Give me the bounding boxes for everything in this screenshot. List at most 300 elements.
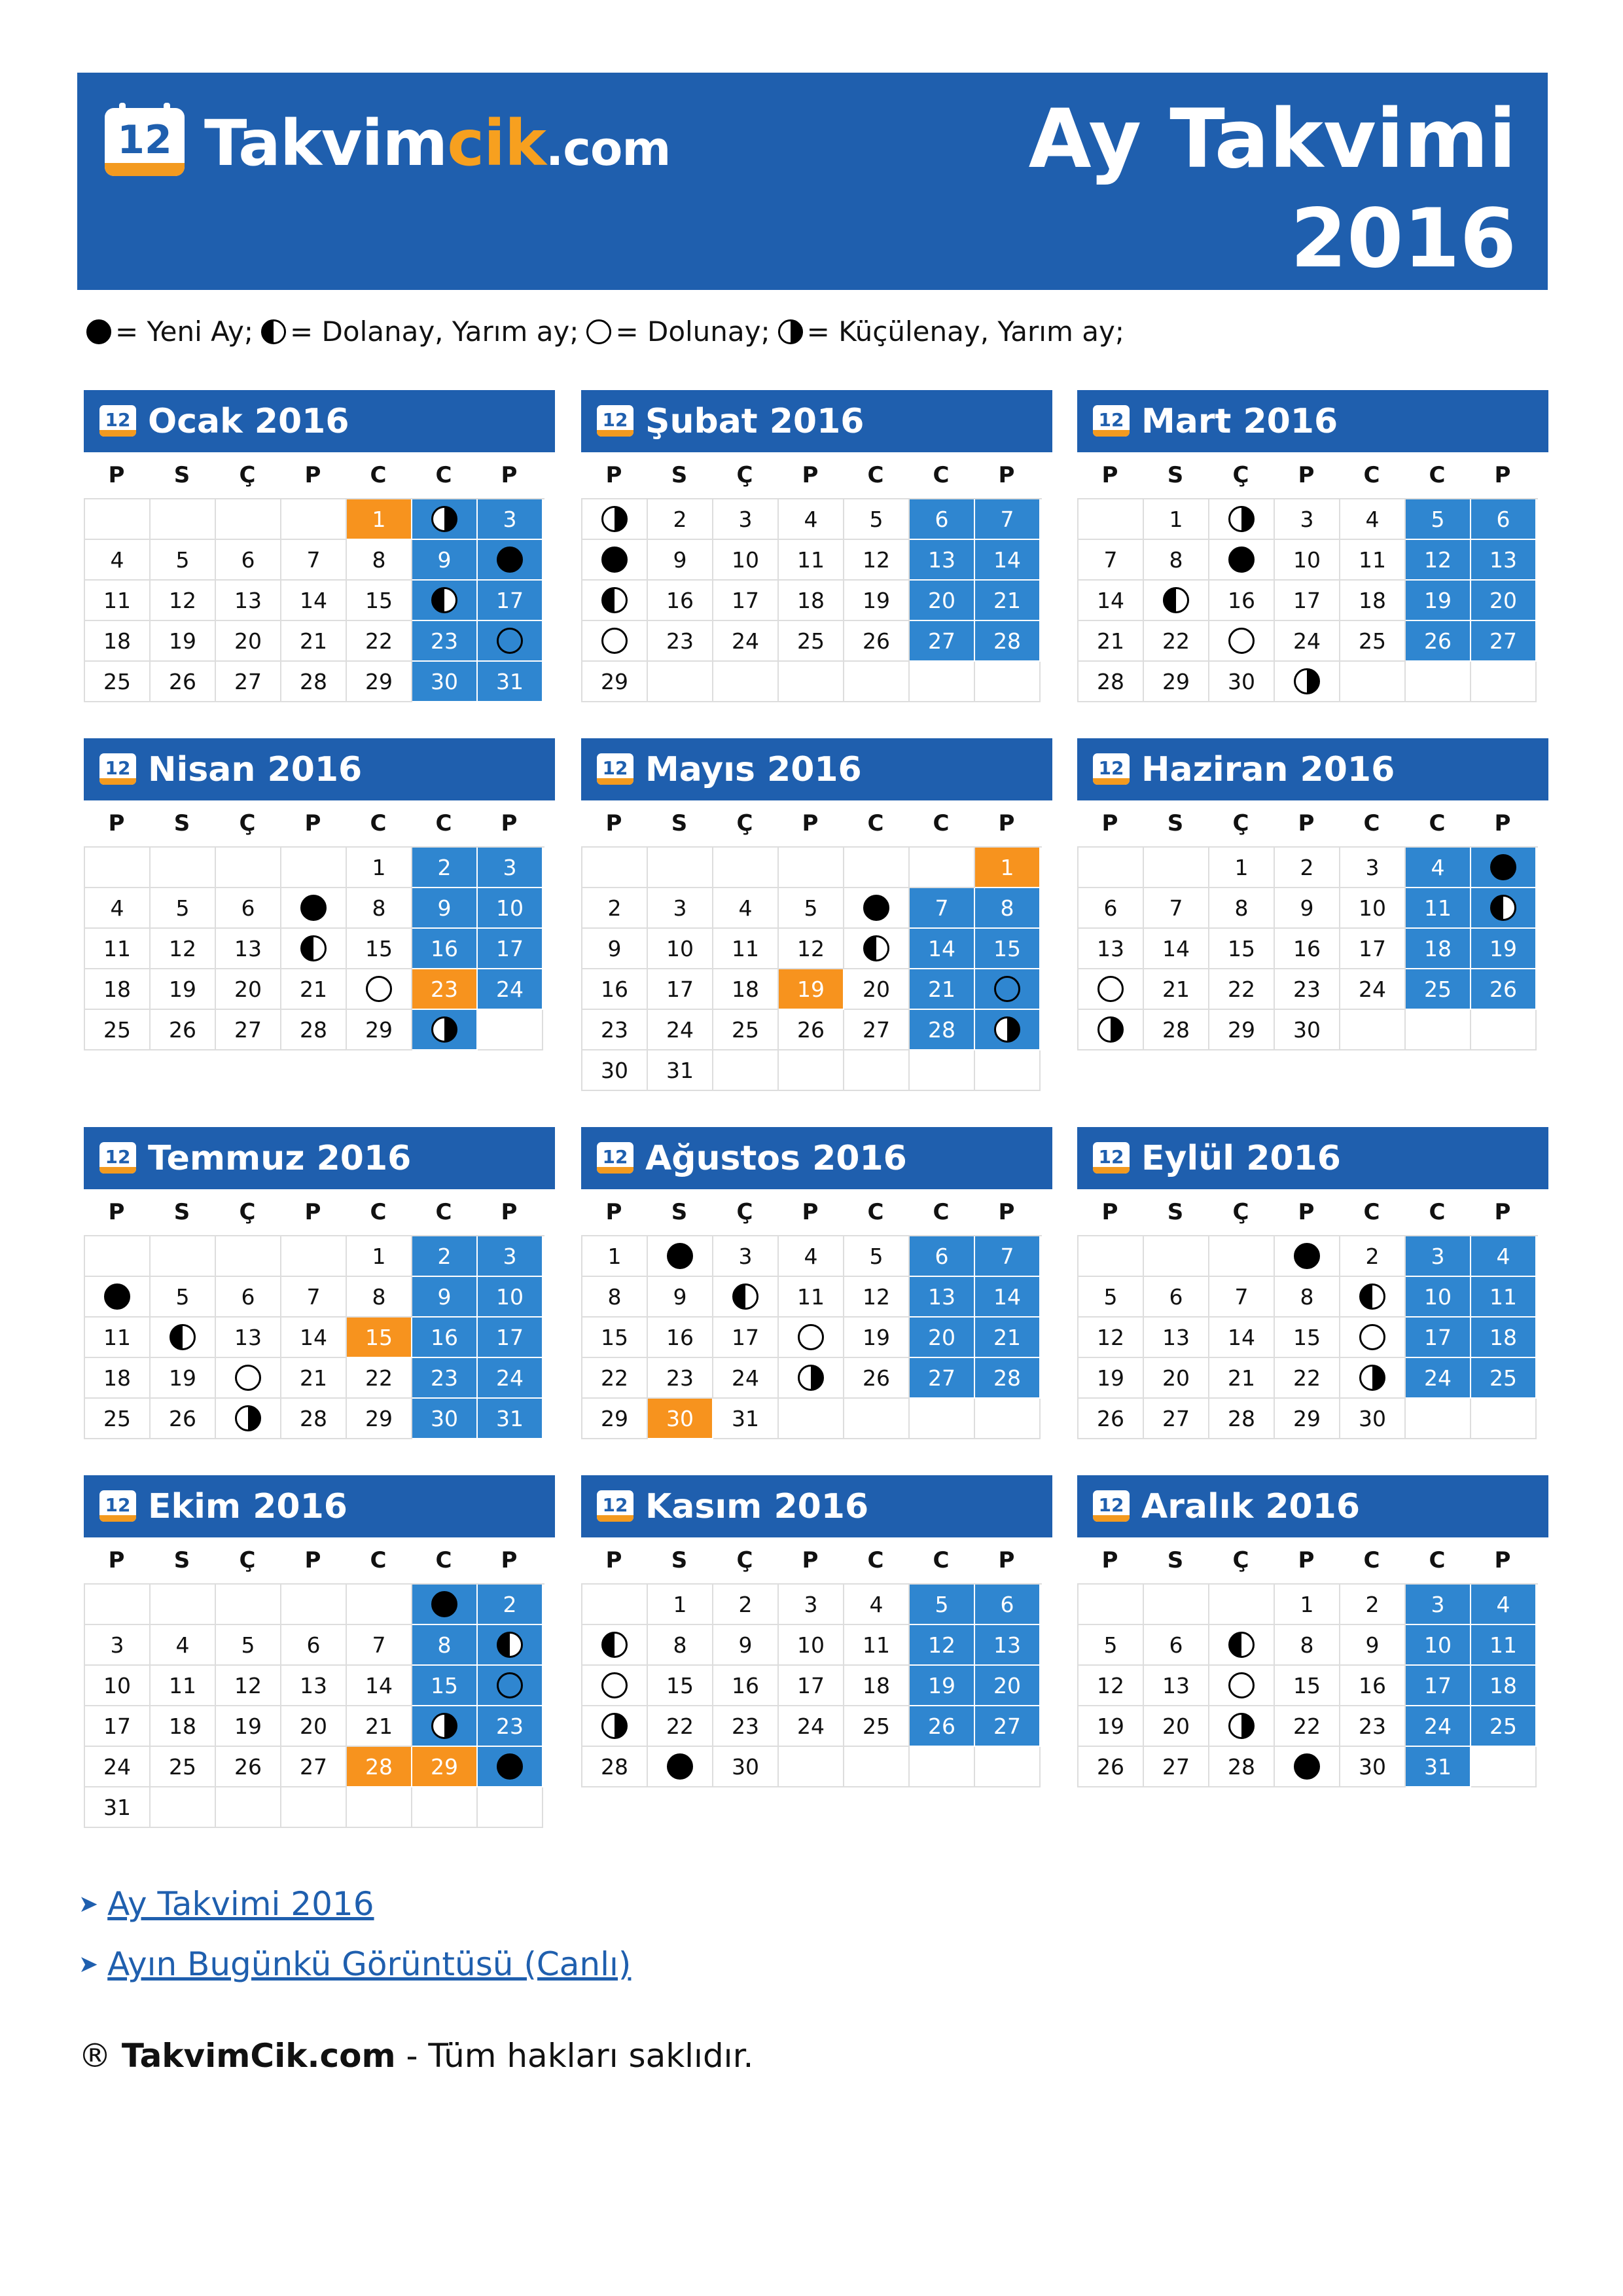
- weekday-label: Ç: [239, 810, 256, 836]
- day-cell: 12: [910, 1625, 975, 1666]
- day-cell: 29: [1209, 1010, 1275, 1050]
- day-cell: [412, 1010, 478, 1050]
- day-cell: 11: [1471, 1277, 1537, 1318]
- month-calendar: [581, 1475, 1052, 1787]
- day-cell: 19: [151, 969, 216, 1010]
- empty-cell: [1209, 1236, 1275, 1277]
- day-cell: 13: [910, 1277, 975, 1318]
- day-cell: 30: [1340, 1747, 1406, 1787]
- weekday-label: P: [108, 1199, 125, 1225]
- empty-cell: [648, 662, 713, 702]
- empty-cell: [281, 1236, 347, 1277]
- day-cell: 27: [910, 1358, 975, 1399]
- weekday-row: [1077, 452, 1548, 498]
- new-moon-icon: [1228, 547, 1255, 573]
- day-cell: 4: [844, 1585, 910, 1625]
- day-cell: 14: [281, 1318, 347, 1358]
- weekday-label: Ç: [1232, 1547, 1249, 1573]
- empty-cell: [412, 1787, 478, 1828]
- day-cell: 7: [347, 1625, 412, 1666]
- day-cell: 21: [1144, 969, 1209, 1010]
- day-cell: 18: [1471, 1666, 1537, 1706]
- day-cell: 11: [779, 540, 844, 581]
- logo-number: 12: [117, 117, 172, 163]
- weekday-label: P: [802, 462, 819, 488]
- day-cell: 2: [713, 1585, 779, 1625]
- day-cell: 18: [844, 1666, 910, 1706]
- day-cell: 16: [412, 1318, 478, 1358]
- day-cell: 22: [347, 621, 412, 662]
- day-cell: 25: [85, 1399, 151, 1439]
- empty-cell: [713, 1050, 779, 1091]
- empty-cell: [779, 1747, 844, 1787]
- day-cell: 2: [1340, 1585, 1406, 1625]
- last-quarter-icon: [235, 1405, 261, 1431]
- day-cell: 18: [779, 581, 844, 621]
- empty-cell: [347, 1585, 412, 1625]
- empty-cell: [216, 848, 281, 888]
- empty-cell: [216, 1236, 281, 1277]
- new-moon-icon: [497, 547, 523, 573]
- month-calendar: [1077, 738, 1548, 1050]
- day-cell: 1: [648, 1585, 713, 1625]
- day-cell: 15: [975, 929, 1041, 969]
- day-cell: 28: [281, 662, 347, 702]
- day-cell: 1: [347, 499, 412, 540]
- day-grid: [581, 1235, 1042, 1439]
- day-cell: 10: [779, 1625, 844, 1666]
- weekday-label: P: [1101, 1547, 1118, 1573]
- day-cell: 15: [412, 1666, 478, 1706]
- month-header: [1077, 1127, 1548, 1189]
- weekday-label: C: [1429, 1199, 1446, 1225]
- day-cell: 26: [151, 662, 216, 702]
- day-cell: 16: [648, 1318, 713, 1358]
- empty-cell: [216, 499, 281, 540]
- full-moon-icon: [586, 319, 611, 344]
- day-cell: 19: [151, 621, 216, 662]
- day-cell: 26: [1079, 1747, 1144, 1787]
- full-moon-icon: [601, 628, 628, 654]
- weekday-row: [581, 452, 1052, 498]
- day-cell: 3: [648, 888, 713, 929]
- month-header: [1077, 738, 1548, 800]
- day-cell: 17: [713, 581, 779, 621]
- day-cell: 16: [648, 581, 713, 621]
- day-cell: 5: [151, 888, 216, 929]
- day-cell: 17: [1406, 1318, 1471, 1358]
- day-cell: 10: [478, 888, 543, 929]
- day-cell: 3: [713, 499, 779, 540]
- full-moon-icon: [1228, 1672, 1255, 1698]
- empty-cell: [648, 848, 713, 888]
- legend-last-quarter: = Küçülenay, Yarım ay;: [806, 315, 1124, 348]
- day-cell: 11: [1406, 888, 1471, 929]
- day-cell: 17: [478, 581, 543, 621]
- day-cell: 25: [85, 662, 151, 702]
- weekday-label: C: [933, 1547, 950, 1573]
- day-cell: 10: [1406, 1277, 1471, 1318]
- day-cell: 15: [648, 1666, 713, 1706]
- day-cell: 1: [975, 848, 1041, 888]
- day-cell: 17: [478, 1318, 543, 1358]
- day-cell: 27: [844, 1010, 910, 1050]
- day-cell: 27: [216, 1010, 281, 1050]
- month-header: [581, 1127, 1052, 1189]
- day-cell: 2: [1275, 848, 1340, 888]
- day-cell: 31: [85, 1787, 151, 1828]
- day-cell: 5: [779, 888, 844, 929]
- day-cell: 9: [412, 1277, 478, 1318]
- day-cell: 3: [1340, 848, 1406, 888]
- weekday-label: P: [501, 1547, 518, 1573]
- day-cell: 26: [910, 1706, 975, 1747]
- day-cell: 26: [844, 1358, 910, 1399]
- weekday-label: P: [998, 462, 1015, 488]
- weekday-label: Ç: [239, 1199, 256, 1225]
- month-title: Eylül 2016: [1141, 1138, 1341, 1178]
- empty-cell: [844, 848, 910, 888]
- empty-cell: [347, 1787, 412, 1828]
- day-cell: 12: [151, 929, 216, 969]
- day-cell: 11: [151, 1666, 216, 1706]
- day-cell: 3: [1406, 1585, 1471, 1625]
- day-cell: 17: [1340, 929, 1406, 969]
- weekday-label: C: [1363, 1547, 1380, 1573]
- day-cell: 11: [1340, 540, 1406, 581]
- day-cell: [1340, 1358, 1406, 1399]
- day-cell: 10: [85, 1666, 151, 1706]
- day-cell: 22: [582, 1358, 648, 1399]
- month-title: Nisan 2016: [148, 749, 363, 789]
- day-cell: 9: [412, 888, 478, 929]
- day-cell: 28: [582, 1747, 648, 1787]
- day-cell: 22: [1275, 1358, 1340, 1399]
- day-cell: [478, 1666, 543, 1706]
- weekday-label: P: [998, 810, 1015, 836]
- weekday-label: P: [1101, 1199, 1118, 1225]
- full-moon-icon: [497, 628, 523, 654]
- weekday-label: Ç: [239, 1547, 256, 1573]
- weekday-label: S: [1167, 462, 1184, 488]
- month-calendar: [581, 1127, 1052, 1439]
- month-calendar: [84, 1475, 555, 1828]
- empty-cell: [1471, 1399, 1537, 1439]
- calendar-icon: 12: [99, 1490, 136, 1523]
- weekday-label: S: [1167, 1547, 1184, 1573]
- weekday-label: C: [435, 1547, 452, 1573]
- empty-cell: [85, 848, 151, 888]
- empty-cell: [1406, 1399, 1471, 1439]
- day-cell: 30: [582, 1050, 648, 1091]
- empty-cell: [1406, 662, 1471, 702]
- day-cell: 22: [1275, 1706, 1340, 1747]
- empty-cell: [844, 1747, 910, 1787]
- day-grid: [1077, 498, 1538, 702]
- first-quarter-icon: [1359, 1283, 1385, 1310]
- empty-cell: [85, 1585, 151, 1625]
- day-cell: 8: [1209, 888, 1275, 929]
- day-cell: 10: [478, 1277, 543, 1318]
- day-cell: [478, 1747, 543, 1787]
- site-logo[interactable]: [105, 107, 670, 180]
- day-cell: [582, 1666, 648, 1706]
- day-cell: 12: [1406, 540, 1471, 581]
- month-title: Temmuz 2016: [148, 1138, 412, 1178]
- day-cell: 18: [1406, 929, 1471, 969]
- day-cell: 24: [779, 1706, 844, 1747]
- day-cell: 22: [648, 1706, 713, 1747]
- day-cell: 12: [151, 581, 216, 621]
- day-cell: 29: [1144, 662, 1209, 702]
- day-cell: 21: [347, 1706, 412, 1747]
- day-cell: 14: [975, 1277, 1041, 1318]
- empty-cell: [1144, 1236, 1209, 1277]
- link-item: [79, 1945, 631, 1983]
- full-moon-icon: [1228, 628, 1255, 654]
- day-cell: 26: [151, 1399, 216, 1439]
- day-cell: 1: [1144, 499, 1209, 540]
- day-cell: 18: [713, 969, 779, 1010]
- legend-full: = Dolunay;: [615, 315, 770, 348]
- weekday-label: C: [370, 810, 387, 836]
- day-cell: 11: [844, 1625, 910, 1666]
- day-cell: 12: [779, 929, 844, 969]
- last-quarter-icon: [1228, 1713, 1255, 1739]
- day-cell: [1209, 1666, 1275, 1706]
- last-quarter-icon: [1294, 668, 1320, 694]
- day-cell: 9: [648, 540, 713, 581]
- empty-cell: [281, 499, 347, 540]
- day-cell: 3: [478, 1236, 543, 1277]
- day-cell: 9: [582, 929, 648, 969]
- month-calendar: [84, 1127, 555, 1439]
- day-cell: [1209, 499, 1275, 540]
- day-cell: 28: [281, 1399, 347, 1439]
- empty-cell: [1144, 1585, 1209, 1625]
- new-moon-icon: [300, 895, 327, 921]
- weekday-label: P: [1494, 462, 1511, 488]
- day-cell: 13: [910, 540, 975, 581]
- day-cell: 16: [1340, 1666, 1406, 1706]
- day-cell: 3: [1406, 1236, 1471, 1277]
- day-cell: [779, 1318, 844, 1358]
- day-cell: 16: [1209, 581, 1275, 621]
- day-cell: 21: [1209, 1358, 1275, 1399]
- day-cell: 28: [910, 1010, 975, 1050]
- day-cell: 15: [347, 929, 412, 969]
- weekday-row: [84, 452, 555, 498]
- new-moon-icon: [1294, 1243, 1320, 1269]
- day-cell: 5: [1406, 499, 1471, 540]
- last-quarter-icon: [601, 506, 628, 532]
- day-cell: 2: [412, 1236, 478, 1277]
- weekday-label: C: [1363, 810, 1380, 836]
- weekday-label: Ç: [1232, 462, 1249, 488]
- weekday-label: P: [802, 1547, 819, 1573]
- calendar-icon: 12: [1093, 1490, 1130, 1523]
- day-cell: 19: [151, 1358, 216, 1399]
- day-cell: 30: [1209, 662, 1275, 702]
- day-cell: 20: [975, 1666, 1041, 1706]
- last-quarter-icon: [1097, 1016, 1124, 1043]
- last-quarter-icon: [1228, 506, 1255, 532]
- day-cell: 28: [1209, 1747, 1275, 1787]
- weekday-label: C: [435, 462, 452, 488]
- day-cell: 19: [1471, 929, 1537, 969]
- day-cell: 16: [582, 969, 648, 1010]
- weekday-row: [581, 1189, 1052, 1235]
- day-cell: 24: [1406, 1706, 1471, 1747]
- logo-text: Takvimcik.com: [204, 107, 671, 180]
- weekday-label: C: [933, 462, 950, 488]
- day-cell: 14: [347, 1666, 412, 1706]
- weekday-label: C: [1429, 810, 1446, 836]
- day-cell: 19: [844, 581, 910, 621]
- day-cell: 3: [713, 1236, 779, 1277]
- link-moon-live[interactable]: Ayın Bugünkü Görüntüsü (Canlı): [107, 1945, 632, 1983]
- day-cell: 9: [1275, 888, 1340, 929]
- day-cell: 17: [1406, 1666, 1471, 1706]
- day-cell: 8: [975, 888, 1041, 929]
- day-cell: 27: [975, 1706, 1041, 1747]
- day-cell: 25: [1406, 969, 1471, 1010]
- weekday-row: [1077, 1537, 1548, 1583]
- day-cell: 26: [216, 1747, 281, 1787]
- last-quarter-icon: [994, 1016, 1020, 1043]
- month-header: [84, 390, 555, 452]
- day-cell: 28: [1144, 1010, 1209, 1050]
- day-cell: [216, 1358, 281, 1399]
- day-cell: [1079, 1010, 1144, 1050]
- day-cell: 4: [1471, 1236, 1537, 1277]
- day-cell: 25: [1471, 1358, 1537, 1399]
- day-cell: 30: [1275, 1010, 1340, 1050]
- day-cell: [151, 1318, 216, 1358]
- weekday-label: P: [304, 810, 321, 836]
- day-grid: [1077, 1235, 1538, 1439]
- day-cell: 15: [582, 1318, 648, 1358]
- day-cell: 1: [347, 1236, 412, 1277]
- link-moon-calendar[interactable]: Ay Takvimi 2016: [107, 1885, 374, 1923]
- weekday-label: C: [1429, 1547, 1446, 1573]
- new-moon-icon: [601, 547, 628, 573]
- weekday-label: Ç: [736, 1547, 753, 1573]
- day-cell: [844, 929, 910, 969]
- day-cell: 20: [910, 581, 975, 621]
- day-cell: 20: [844, 969, 910, 1010]
- calendar-icon: 12: [597, 1490, 633, 1523]
- day-cell: 26: [151, 1010, 216, 1050]
- day-cell: 25: [151, 1747, 216, 1787]
- empty-cell: [779, 662, 844, 702]
- month-title: Ekim 2016: [148, 1486, 348, 1526]
- new-moon-icon: [104, 1283, 130, 1310]
- day-grid: [581, 1583, 1042, 1787]
- day-cell: 4: [1471, 1585, 1537, 1625]
- empty-cell: [281, 1585, 347, 1625]
- full-moon-icon: [1359, 1324, 1385, 1350]
- day-cell: 10: [648, 929, 713, 969]
- day-cell: 3: [478, 848, 543, 888]
- weekday-label: P: [501, 810, 518, 836]
- new-moon-icon: [431, 1591, 457, 1617]
- full-moon-icon: [1097, 976, 1124, 1002]
- weekday-label: P: [501, 1199, 518, 1225]
- weekday-label: P: [802, 1199, 819, 1225]
- weekday-label: P: [501, 462, 518, 488]
- day-cell: 17: [1275, 581, 1340, 621]
- weekday-label: P: [1298, 1547, 1315, 1573]
- calendar-icon: 12: [99, 1142, 136, 1175]
- month-title: Haziran 2016: [1141, 749, 1395, 789]
- day-grid: [1077, 846, 1538, 1050]
- day-cell: [1275, 662, 1340, 702]
- day-cell: 5: [151, 540, 216, 581]
- day-cell: 16: [1275, 929, 1340, 969]
- day-cell: 19: [844, 1318, 910, 1358]
- day-cell: 20: [1144, 1706, 1209, 1747]
- empty-cell: [1340, 662, 1406, 702]
- weekday-row: [1077, 1189, 1548, 1235]
- day-cell: 17: [85, 1706, 151, 1747]
- empty-cell: [582, 848, 648, 888]
- day-cell: 8: [412, 1625, 478, 1666]
- day-cell: 23: [412, 1358, 478, 1399]
- weekday-label: S: [671, 462, 688, 488]
- day-cell: [648, 1747, 713, 1787]
- day-cell: 30: [1340, 1399, 1406, 1439]
- day-cell: 22: [1209, 969, 1275, 1010]
- empty-cell: [975, 1747, 1041, 1787]
- new-moon-icon: [863, 895, 889, 921]
- day-cell: 24: [713, 621, 779, 662]
- weekday-row: [1077, 800, 1548, 846]
- day-cell: 27: [1144, 1747, 1209, 1787]
- day-cell: [1209, 540, 1275, 581]
- day-cell: 2: [478, 1585, 543, 1625]
- month-header: [581, 738, 1052, 800]
- empty-cell: [151, 499, 216, 540]
- calendar-icon: 12: [1093, 753, 1130, 786]
- empty-cell: [779, 848, 844, 888]
- weekday-row: [581, 1537, 1052, 1583]
- day-cell: [1079, 969, 1144, 1010]
- empty-cell: [1406, 1010, 1471, 1050]
- empty-cell: [151, 1585, 216, 1625]
- empty-cell: [910, 1747, 975, 1787]
- day-cell: 23: [412, 969, 478, 1010]
- day-cell: [1471, 888, 1537, 929]
- day-cell: [347, 969, 412, 1010]
- day-cell: 8: [648, 1625, 713, 1666]
- day-cell: [478, 621, 543, 662]
- day-cell: 7: [975, 1236, 1041, 1277]
- weekday-label: C: [933, 1199, 950, 1225]
- day-cell: 8: [582, 1277, 648, 1318]
- day-cell: 8: [347, 1277, 412, 1318]
- day-cell: 27: [216, 662, 281, 702]
- day-cell: 29: [412, 1747, 478, 1787]
- day-grid: [581, 846, 1042, 1091]
- day-cell: 7: [1209, 1277, 1275, 1318]
- empty-cell: [1079, 499, 1144, 540]
- full-moon-icon: [601, 1672, 628, 1698]
- day-cell: 18: [85, 1358, 151, 1399]
- day-cell: 2: [1340, 1236, 1406, 1277]
- day-cell: [713, 1277, 779, 1318]
- day-grid: [84, 846, 544, 1050]
